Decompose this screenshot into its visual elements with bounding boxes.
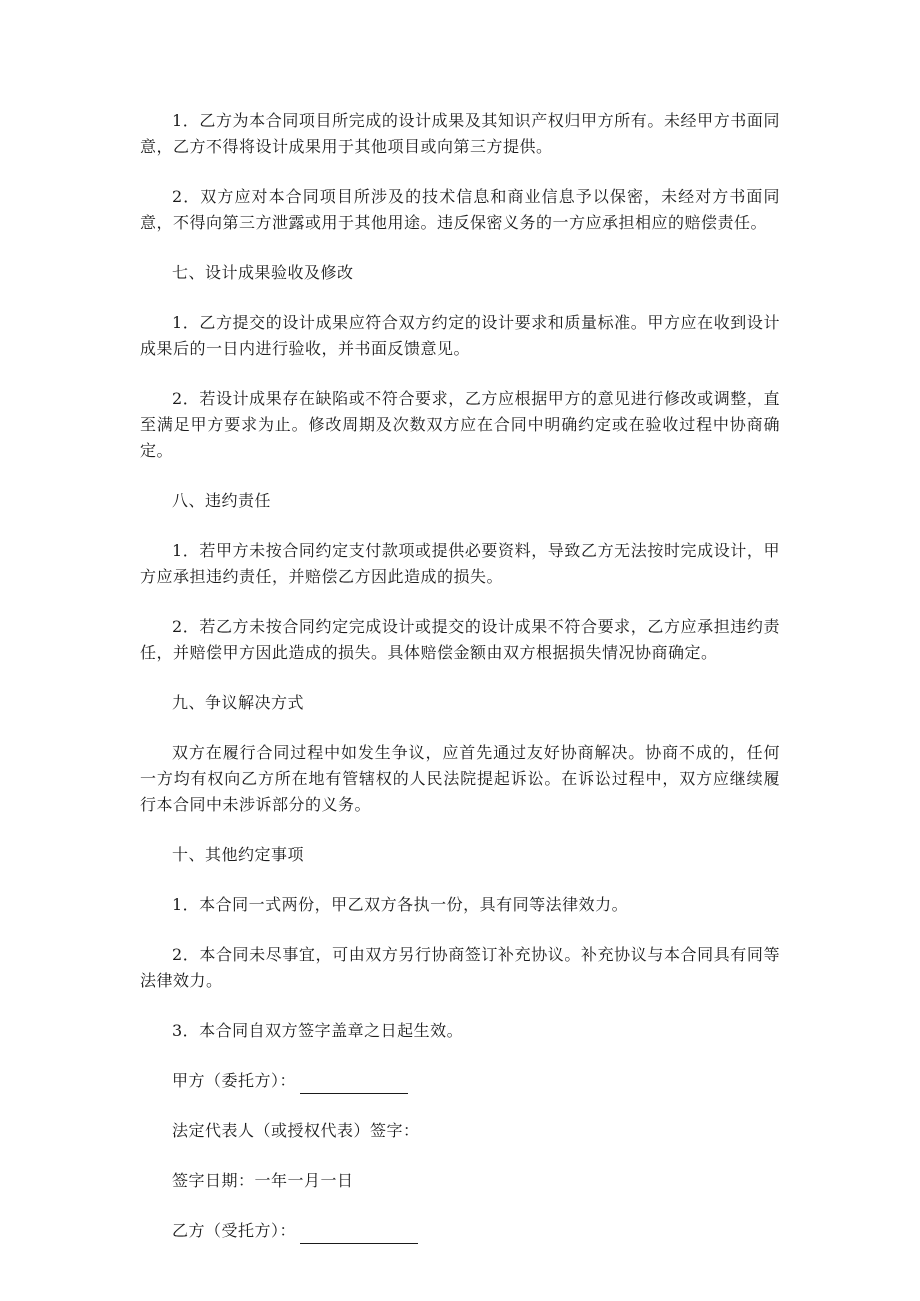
party-a-label: 甲方（委托方）： <box>172 1071 297 1090</box>
clause-acceptance: 1．乙方提交的设计成果应符合双方约定的设计要求和质量标准。甲方应在收到设计成果后的一日内进行验收，并书面反馈意见。 <box>140 313 780 358</box>
party-a-blank <box>300 1075 408 1094</box>
clause-copies: 1．本合同一式两份，甲乙双方各执一份，具有同等法律效力。 <box>172 895 629 914</box>
signing-date-line <box>140 1168 780 1194</box>
party-b-label: 乙方（受托方）： <box>172 1221 297 1240</box>
party-b-blank <box>300 1225 418 1244</box>
clause-confidentiality: 2．双方应对本合同项目所涉及的技术信息和商业信息予以保密，未经对方书面同意，不得向第三方泄露或用于其他用途。违反保密义务的一方应承担相应的赔偿责任。 <box>140 187 780 232</box>
representative-signature-line <box>140 1118 780 1144</box>
clause-party-a-breach: 1．若甲方未按合同约定支付款项或提供必要资料，导致乙方无法按时完成设计，甲方应承担违约责任，并赔偿乙方因此造成的损失。 <box>140 541 780 586</box>
clause-dispute: 双方在履行合同过程中如发生争议，应首先通过友好协商解决。协商不成的，任何一方均有权向乙方所在地有管辖权的人民法院提起诉讼。在诉讼过程中，双方应继续履行本合同中未涉诉部分的义务。 <box>140 743 780 814</box>
party-a-signature-line <box>140 1068 780 1094</box>
clause-effective: 3．本合同自双方签字盖章之日起生效。 <box>172 1021 464 1040</box>
heading-other: 十、其他约定事项 <box>172 845 305 864</box>
clause-supplement: 2．本合同未尽事宜，可由双方另行协商签订补充协议。补充协议与本合同具有同等法律效力。 <box>140 945 780 990</box>
clause-ip-ownership: 1．乙方为本合同项目所完成的设计成果及其知识产权归甲方所有。未经甲方书面同意，乙方不得将设计成果用于其他项目或向第三方提供。 <box>140 111 780 156</box>
heading-acceptance: 七、设计成果验收及修改 <box>172 263 354 282</box>
heading-dispute: 九、争议解决方式 <box>172 693 305 712</box>
heading-liability: 八、违约责任 <box>172 491 272 510</box>
clause-modification: 2．若设计成果存在缺陷或不符合要求，乙方应根据甲方的意见进行修改或调整，直至满足甲方要求为止。修改周期及次数双方应在合同中明确约定或在验收过程中协商确定。 <box>140 389 780 460</box>
representative-label: 法定代表人（或授权代表）签字： <box>172 1121 420 1140</box>
party-b-signature-line <box>140 1218 780 1244</box>
clause-party-b-breach: 2．若乙方未按合同约定完成设计或提交的设计成果不符合要求，乙方应承担违约责任，并赔偿甲方因此造成的损失。具体赔偿金额由双方根据损失情况协商确定。 <box>140 617 780 662</box>
signing-date-label: 签字日期：一年一月一日 <box>172 1171 354 1190</box>
